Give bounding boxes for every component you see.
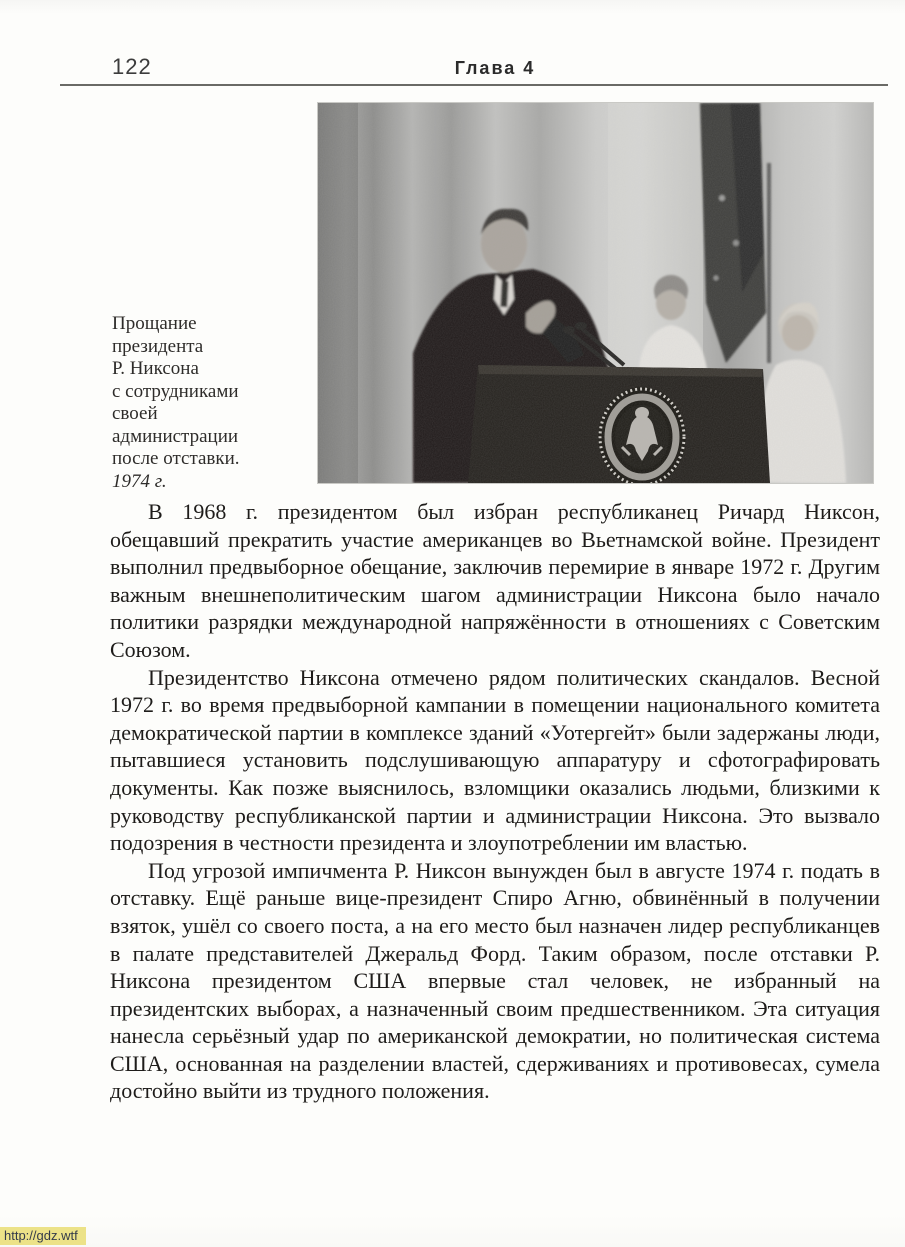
paragraph-watergate: Президентство Никсона отмечено рядом политических скандалов. Весной 1972 г. во время предвыборной кампании в помещении национального комитета демократической партии в комплексе зданий «Уотергейт» были задержаны люди, пытавшиеся установить подслушивающую аппаратуру и сфотографировать документы. Как позже выяснилось, взломщики оказались людьми, близкими к руководству республиканской партии и администрации Никсона. Это вызвало подозрения в честности президента и злоупотреблении им властью. xyxy=(110,664,880,856)
caption-line: Прощание xyxy=(112,313,197,334)
caption-line: президента xyxy=(112,335,204,357)
body-text xyxy=(110,498,880,1105)
figure-caption xyxy=(112,313,312,493)
chapter-header: Глава 4 xyxy=(454,58,536,78)
page-number: 122 xyxy=(112,54,152,79)
caption-line: администрации xyxy=(112,425,239,447)
caption-line: своей xyxy=(112,403,158,424)
paragraph-nixon-election: В 1968 г. президентом был избран республиканец Ричард Никсон, обещавший прекратить участие американцев во Вьетнамской войне. Президент выполнил предвыборное обещание, заключив перемирие в январе 1972 г. Другим важным внешнеполитическим шагом администрации Никсона было начало политики разрядки международной напряжённости в отношениях с Советским Союзом. xyxy=(110,499,880,662)
photo-grain xyxy=(318,103,873,483)
paragraph-resignation: Под угрозой импичмента Р. Никсон вынужден был в августе 1974 г. подать в отставку. Ещё раньше вице-президент Спиро Агню, обвинённый в получении взяток, ушёл со своего поста, а на его место был назначен лидер республиканцев в палате представителей Джеральд Форд. Таким образом, после отставки Р. Никсона президентом США впервые стал человек, не избранный на президентских выборах, а назначенный своим предшественником. Эта ситуация нанесла серьёзный удар по американской демократии, но политическая система США, основанная на разделении властей, сдерживаниях и противовесах, сумела достойно выйти из трудного положения. xyxy=(110,857,880,1104)
photo-illustration xyxy=(318,103,873,483)
caption-line: с сотрудниками xyxy=(112,380,239,402)
caption-line: Р. Никсона xyxy=(112,358,199,379)
header-rule xyxy=(60,84,888,86)
caption-line: после отставки. xyxy=(112,448,240,469)
photo-nixon-farewell xyxy=(318,103,873,483)
caption-year: 1974 г. xyxy=(112,470,167,492)
watermark-url: http://gdz.wtf xyxy=(0,1227,86,1245)
